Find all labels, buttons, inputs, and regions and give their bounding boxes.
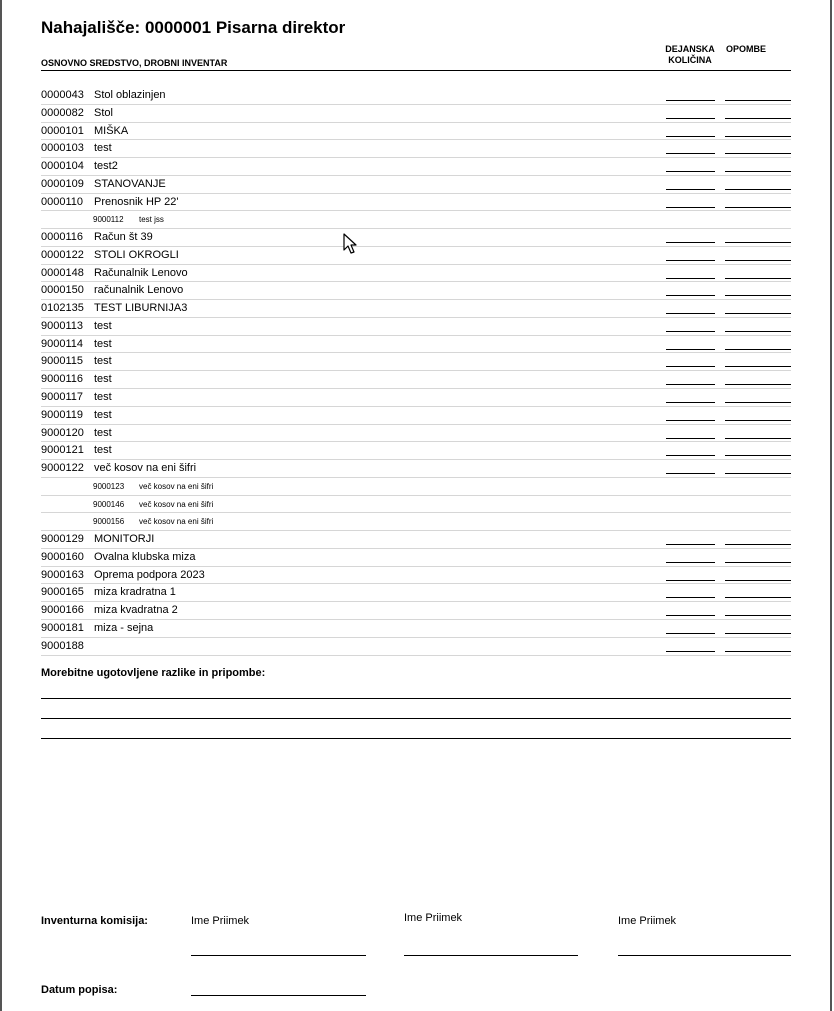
item-name: STOLI OKROGLI — [94, 248, 179, 261]
item-name: več kosov na eni šifri — [94, 462, 197, 475]
quantity-blank-line — [666, 100, 715, 101]
quantity-blank-line — [666, 242, 715, 243]
commission-member-1: Ime Priimek — [191, 915, 250, 927]
item-name: računalnik Lenovo — [94, 284, 184, 297]
item-code: 9000116 — [41, 373, 84, 386]
notes-line — [41, 698, 791, 699]
item-code: 9000163 — [41, 568, 84, 581]
inventory-row — [41, 282, 791, 300]
inventory-row — [41, 620, 791, 638]
commission-member-2: Ime Priimek — [404, 912, 463, 924]
item-code: 0000122 — [41, 248, 84, 261]
item-name: TEST LIBURNIJA3 — [94, 302, 188, 315]
inventory-row — [41, 318, 791, 336]
inventory-row — [41, 105, 791, 123]
item-code: 9000165 — [41, 586, 84, 599]
inventory-row — [41, 442, 791, 460]
item-code: 0000116 — [41, 231, 84, 244]
inventory-row — [41, 389, 791, 407]
item-name: STANOVANJE — [94, 177, 166, 190]
quantity-blank-line — [666, 633, 715, 634]
notes-label: Morebitne ugotovljene razlike in pripombe: — [41, 667, 266, 679]
quantity-blank-line — [666, 651, 715, 652]
column-header-quantity: DEJANSKA KOLIČINA — [665, 44, 715, 65]
notes-blank-line — [725, 633, 791, 634]
notes-blank-line — [725, 455, 791, 456]
mouse-pointer-icon — [343, 233, 359, 255]
item-code: 0000082 — [41, 106, 84, 119]
signature-line-2 — [404, 955, 578, 956]
item-code: 0000148 — [41, 266, 84, 279]
item-code: 9000160 — [41, 550, 84, 563]
notes-blank-line — [725, 597, 791, 598]
item-code: 9000146 — [93, 499, 125, 509]
inventory-subitem-row — [41, 513, 791, 531]
inventory-row — [41, 371, 791, 389]
item-name: test2 — [94, 160, 118, 173]
item-name: več kosov na eni šifri — [139, 517, 214, 527]
notes-blank-line — [725, 295, 791, 296]
item-code: 0000101 — [41, 124, 84, 137]
quantity-blank-line — [666, 349, 715, 350]
item-name: Stol — [94, 106, 113, 119]
date-label: Datum popisa: — [41, 984, 118, 996]
notes-blank-line — [725, 313, 791, 314]
notes-blank-line — [725, 420, 791, 421]
quantity-blank-line — [666, 260, 715, 261]
inventory-row — [41, 87, 791, 105]
inventory-row — [41, 300, 791, 318]
inventory-row — [41, 531, 791, 549]
item-name: test — [94, 142, 112, 155]
inventory-row — [41, 425, 791, 443]
item-code: 9000181 — [41, 621, 84, 634]
inventory-row — [41, 407, 791, 425]
notes-blank-line — [725, 136, 791, 137]
item-name: test — [94, 355, 112, 368]
item-name: test — [94, 408, 112, 421]
notes-blank-line — [725, 207, 791, 208]
item-code: 9000120 — [41, 426, 84, 439]
notes-blank-line — [725, 651, 791, 652]
notes-blank-line — [725, 153, 791, 154]
item-name: Računalnik Lenovo — [94, 266, 188, 279]
item-name: Oprema podpora 2023 — [94, 568, 205, 581]
item-code: 9000119 — [41, 408, 84, 421]
item-code: 9000156 — [93, 517, 125, 527]
item-code: 9000112 — [93, 215, 124, 225]
item-name: miza kvadratna 2 — [94, 604, 178, 617]
item-code: 0000110 — [41, 195, 84, 208]
quantity-blank-line — [666, 313, 715, 314]
quantity-blank-line — [666, 384, 715, 385]
item-name: test — [94, 319, 112, 332]
item-name: MONITORJI — [94, 533, 155, 546]
inventory-subitem-row — [41, 211, 791, 229]
item-name: miza - sejna — [94, 621, 154, 634]
inventory-row — [41, 353, 791, 371]
inventory-row — [41, 265, 791, 283]
quantity-blank-line — [666, 331, 715, 332]
quantity-blank-line — [666, 455, 715, 456]
item-code: 9000114 — [41, 337, 84, 350]
inventory-row — [41, 584, 791, 602]
item-code: 0000150 — [41, 284, 84, 297]
item-name: Prenosnik HP 22' — [94, 195, 179, 208]
inventory-subitem-row — [41, 496, 791, 514]
item-code: 9000113 — [41, 319, 84, 332]
notes-blank-line — [725, 189, 791, 190]
notes-blank-line — [725, 100, 791, 101]
notes-blank-line — [725, 473, 791, 474]
item-name: miza kradratna 1 — [94, 586, 176, 599]
notes-blank-line — [725, 366, 791, 367]
quantity-blank-line — [666, 189, 715, 190]
notes-blank-line — [725, 242, 791, 243]
item-code: 0102135 — [41, 302, 84, 315]
quantity-blank-line — [666, 118, 715, 119]
quantity-blank-line — [666, 153, 715, 154]
item-name: test — [94, 337, 112, 350]
quantity-blank-line — [666, 544, 715, 545]
notes-blank-line — [725, 349, 791, 350]
item-name: več kosov na eni šifri — [139, 481, 214, 491]
item-name: Račun št 39 — [94, 231, 153, 244]
item-code: 0000043 — [41, 89, 84, 101]
notes-blank-line — [725, 580, 791, 581]
quantity-blank-line — [666, 562, 715, 563]
quantity-blank-line — [666, 278, 715, 279]
notes-blank-line — [725, 544, 791, 545]
inventory-row — [41, 549, 791, 567]
item-code: 9000188 — [41, 639, 84, 652]
inventory-row — [41, 602, 791, 620]
notes-line — [41, 718, 791, 719]
inventory-row — [41, 176, 791, 194]
notes-blank-line — [725, 384, 791, 385]
item-name: test — [94, 444, 112, 457]
quantity-blank-line — [666, 580, 715, 581]
item-code: 9000129 — [41, 533, 84, 546]
header-divider — [41, 70, 791, 71]
item-code: 0000109 — [41, 177, 84, 190]
date-line — [191, 995, 366, 996]
inventory-row — [41, 140, 791, 158]
inventory-row — [41, 158, 791, 176]
signature-line-1 — [191, 955, 366, 956]
quantity-blank-line — [666, 597, 715, 598]
quantity-blank-line — [666, 420, 715, 421]
inventory-row — [41, 123, 791, 141]
quantity-blank-line — [666, 207, 715, 208]
notes-line — [41, 738, 791, 739]
item-name: test — [94, 391, 112, 404]
item-name: test jss — [139, 215, 164, 225]
section-label: OSNOVNO SREDSTVO, DROBNI INVENTAR — [41, 58, 228, 68]
column-header-notes: OPOMBE — [725, 44, 766, 54]
inventory-list — [41, 87, 791, 656]
notes-blank-line — [725, 438, 791, 439]
quantity-blank-line — [666, 402, 715, 403]
page-title: Nahajališče: 0000001 Pisarna direktor — [41, 18, 346, 37]
inventory-row — [41, 638, 791, 656]
item-code: 9000123 — [93, 481, 125, 491]
notes-blank-line — [725, 118, 791, 119]
notes-blank-line — [725, 402, 791, 403]
item-code: 9000117 — [41, 391, 84, 404]
inventory-row — [41, 336, 791, 354]
item-code: 9000121 — [41, 444, 84, 457]
quantity-blank-line — [666, 136, 715, 137]
inventory-row — [41, 194, 791, 212]
item-code: 9000122 — [41, 462, 84, 475]
notes-blank-line — [725, 331, 791, 332]
quantity-blank-line — [666, 295, 715, 296]
quantity-blank-line — [666, 366, 715, 367]
inventory-subitem-row — [41, 478, 791, 496]
inventory-row — [41, 229, 791, 247]
item-code: 9000166 — [41, 604, 84, 617]
commission-member-3: Ime Priimek — [618, 915, 677, 927]
item-name: Stol oblazinjen — [94, 89, 166, 101]
notes-blank-line — [725, 260, 791, 261]
item-name: več kosov na eni šifri — [139, 499, 214, 509]
inventory-row — [41, 247, 791, 265]
item-name: test — [94, 426, 112, 439]
item-name: MIŠKA — [94, 124, 129, 137]
notes-blank-line — [725, 171, 791, 172]
quantity-blank-line — [666, 473, 715, 474]
notes-blank-line — [725, 562, 791, 563]
item-name: test — [94, 373, 112, 386]
quantity-blank-line — [666, 171, 715, 172]
quantity-blank-line — [666, 615, 715, 616]
notes-blank-line — [725, 615, 791, 616]
signature-line-3 — [618, 955, 791, 956]
item-name: Ovalna klubska miza — [94, 550, 196, 563]
item-code: 9000115 — [41, 355, 84, 368]
inventory-row — [41, 460, 791, 478]
quantity-blank-line — [666, 438, 715, 439]
inventory-row — [41, 567, 791, 585]
item-code: 0000104 — [41, 160, 84, 173]
item-code: 0000103 — [41, 142, 84, 155]
commission-label: Inventurna komisija: — [41, 915, 148, 927]
notes-blank-line — [725, 278, 791, 279]
